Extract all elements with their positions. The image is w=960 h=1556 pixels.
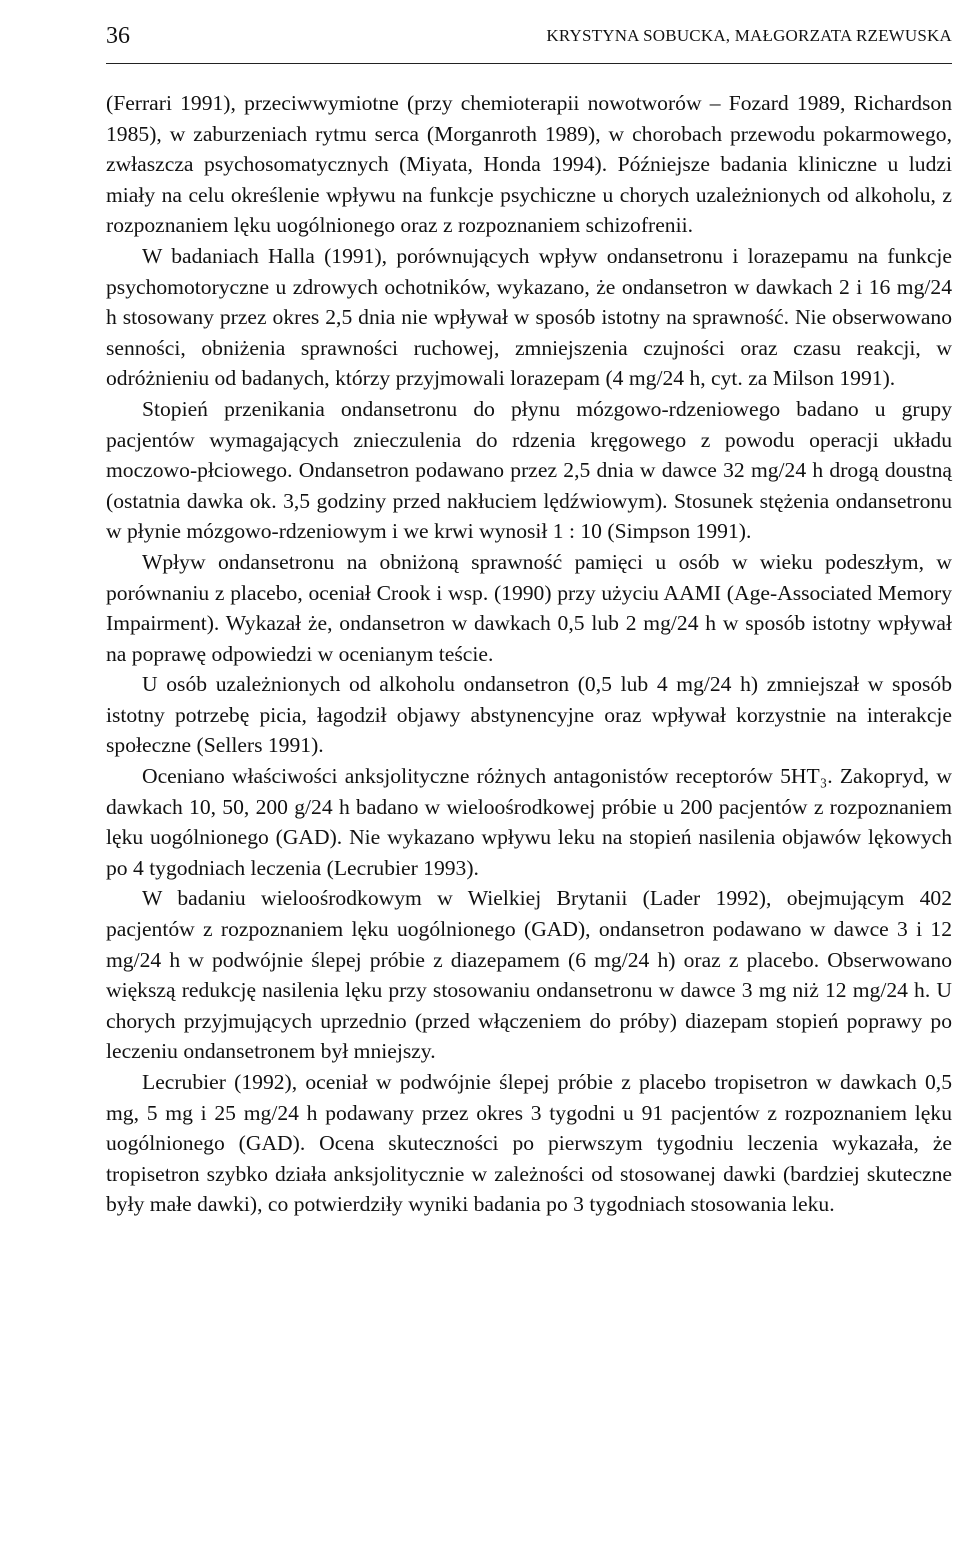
page-number: 36 (106, 23, 130, 49)
paragraph-6: Oceniano właściwości anksjolityczne różnych antagonistów receptorów 5HT₃. Zakopryd, w dawkach 10, 50, 200 g/24 h badano w wieloośrodkowej próbie u 200 pacjentów z rozpoznaniem lęku uogólnionego (GAD). Nie wykazano wpływu leku na stopień nasilenia objawów lękowych po 4 tygodniach leczenia (Lecrubier 1993). (106, 764, 952, 880)
body-text (106, 88, 952, 1220)
header-rule (106, 63, 952, 64)
paragraph-5: U osób uzależnionych od alkoholu ondansetron (0,5 lub 4 mg/24 h) zmniejszał w sposób istotny potrzebę picia, łagodził objawy abstynencyjne oraz wpływał korzystnie na interakcje społeczne (Sellers 1991). (106, 672, 952, 758)
paragraph-1: (Ferrari 1991), przeciwwymiotne (przy chemioterapii nowotworów – Fozard 1989, Richardson 1985), w zaburzeniach rytmu serca (Morganroth 1989), w chorobach przewodu pokarmowego, zwłaszcza psychosomatycznych (Miyata, Honda 1994). Późniejsze badania kliniczne u ludzi miały na celu określenie wpływu na funkcje psychiczne u chorych uzależnionych od alkoholu, z rozpoznaniem lęku uogólnionego oraz z rozpoznaniem schizofrenii. (106, 91, 952, 238)
page (106, 18, 952, 1220)
page-header (106, 18, 952, 54)
running-head: KRYSTYNA SOBUCKA, MAŁGORZATA RZEWUSKA (546, 26, 952, 45)
paragraph-7: W badaniu wieloośrodkowym w Wielkiej Brytanii (Lader 1992), obejmującym 402 pacjentów z rozpoznaniem lęku uogólnionego (GAD), ondansetron podawano w dawce 3 i 12 mg/24 h w podwójnie ślepej próbie z diazepamem (6 mg/24 h) oraz z placebo. Obserwowano większą redukcję nasilenia lęku przy stosowaniu ondansetronu w dawce 3 mg niż 12 mg/24 h. U chorych przyjmujących uprzednio (przed włączeniem do próby) diazepam stopień poprawy po leczeniu ondansetronem był mniejszy. (106, 886, 952, 1064)
paragraph-2: W badaniach Halla (1991), porównujących wpływ ondansetronu i lorazepamu na funkcje psychomotoryczne u zdrowych ochotników, wykazano, że ondansetron w dawkach 2 i 16 mg/24 h stosowany przez okres 2,5 dnia nie wpływał w sposób istotny na sprawność. Nie obserwowano senności, obniżenia sprawności ruchowej, zmniejszenia czujności oraz czasu reakcji, w odróżnieniu od badanych, którzy przyjmowali lorazepam (4 mg/24 h, cyt. za Milson 1991). (106, 243, 952, 391)
paragraph-8: Lecrubier (1992), oceniał w podwójnie ślepej próbie z placebo tropisetron w dawkach 0,5 mg, 5 mg i 25 mg/24 h podawany przez okres 3 tygodni u 91 pacjentów z rozpoznaniem lęku uogólnionego (GAD). Ocena skuteczności po pierwszym tygodniu leczenia wykazała, że tropisetron szybko działa anksjolitycznie w zależności od stosowanej dawki (bardziej skuteczne były małe dawki), co potwierdziły wyniki badania po 3 tygodniach stosowania leku. (106, 1070, 952, 1217)
paragraph-4: Wpływ ondansetronu na obniżoną sprawność pamięci u osób w wieku podeszłym, w porównaniu z placebo, oceniał Crook i wsp. (1990) przy użyciu AAMI (Age-Associated Memory Impairment). Wykazał że, ondansetron w dawkach 0,5 lub 2 mg/24 h w sposób istotny wpływał na poprawę odpowiedzi w ocenianym teście. (106, 549, 952, 666)
paragraph-3: Stopień przenikania ondansetronu do płynu mózgowo-rdzeniowego badano u grupy pacjentów wymagających znieczulenia do rdzenia kręgowego z powodu operacji układu moczowo-płciowego. Ondansetron podawano przez 2,5 dnia w dawce 32 mg/24 h drogą doustną (ostatnia dawka ok. 3,5 godziny przed nakłuciem lędźwiowym). Stosunek stężenia ondansetronu w płynie mózgowo-rdzeniowym i we krwi wynosił 1 : 10 (Simpson 1991). (106, 396, 952, 544)
